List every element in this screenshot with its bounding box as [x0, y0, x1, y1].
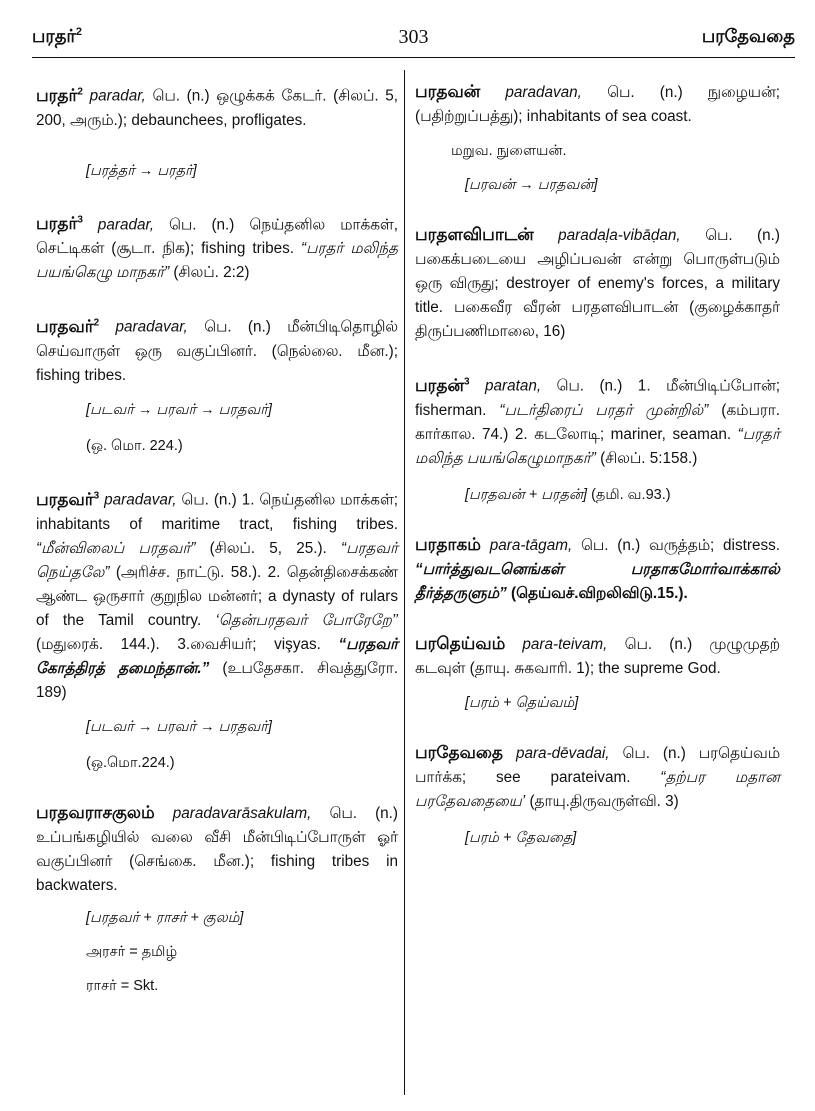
- quotation: “மீன்விலைப் பரதவர்”: [36, 539, 196, 557]
- definition: பெ. (n.) வருத்தம்; distress.: [580, 536, 780, 554]
- transliteration: para-tāgam,: [489, 536, 573, 554]
- quotation: “பரதர் மலிந்த பயங்கெழுமாநகர்”: [415, 425, 780, 467]
- quotation: ‘தென்பரதவர் போரேறே’’: [215, 611, 399, 629]
- definition: பெ. (n.) உப்பங்கழியில் வலை வீசி மீன்பிடிப்போருள் ஓர் வகுப்பினர் (செங்கை. மீன.); fishing tribes in backwaters.: [36, 804, 399, 894]
- headword: பரதளவிபாடன்: [415, 225, 534, 244]
- entry-para-tagam: [415, 533, 780, 606]
- etymology-note: ராசர் = Skt.: [86, 977, 159, 994]
- definition: பெ. (n.) பரதெய்வம் பார்க்க; see parateivam.: [415, 744, 781, 786]
- headword: பரதவராசகுலம்: [36, 802, 155, 822]
- transliteration: paradavar,: [104, 491, 177, 509]
- transliteration: paradavan,: [505, 84, 582, 101]
- headword: பரதவன்: [415, 82, 481, 101]
- entry-para-teivam: [415, 632, 780, 715]
- page-header: [32, 26, 795, 52]
- right-column: [415, 80, 780, 876]
- definition-part: பெ. (n.) 1. மீன்பிடிப்போன்; fisherman.: [415, 377, 780, 419]
- citation: (ஒ. மொ. 224.): [86, 437, 183, 454]
- headword: பரதர்$^2$: [36, 85, 83, 105]
- transliteration: paradar,: [89, 87, 146, 105]
- quotation: “பரதவர் நெய்தலே”: [36, 539, 398, 581]
- entry-paradavan: [415, 80, 780, 197]
- derivation: [படவர் → பரவர் → பரதவர்]: [86, 718, 272, 735]
- definition-part: (சிலப். 5, 25.).: [209, 539, 327, 557]
- running-head-right: பரதேவதை: [701, 26, 795, 46]
- derivation: [பரதவர் + ராசர் + குலம்]: [86, 909, 244, 926]
- derivation: [படவர் → பரவர் → பரதவர்]: [86, 401, 272, 418]
- quotation: “பார்த்துவடனெங்கள் பரதாகமோர்வாக்கால் தீர்த்தருளும்”: [415, 560, 780, 602]
- definition: பெ. (n.) மீன்பிடிதொழில் செய்வாருள் ஒரு வகுப்பினர். (நெல்லை. மீன.); fishing tribes.: [36, 318, 399, 384]
- transliteration: paradar,: [97, 216, 155, 234]
- quotation: “பரதர் மலிந்த பயங்கெழு மாநகர்”: [36, 240, 398, 282]
- transliteration: paratan,: [484, 377, 542, 395]
- quotation: “தற்பர மதான பரதேவதையை’: [415, 768, 780, 810]
- quotation: “படர்திரைப் பரதர் முன்றில்”: [499, 401, 709, 419]
- headword: பரதெய்வம்: [415, 633, 506, 653]
- header-rule: [32, 57, 795, 58]
- derivation: [பரம் + தேவதை]: [465, 829, 577, 846]
- left-column: [36, 80, 398, 1024]
- definition: பெ. (n.) ஒழுக்கக் கேடர். (சிலப். 5, 200, அரும்.); debaunchees, profligates.: [36, 87, 398, 129]
- headword: பரதாகம்: [415, 534, 481, 554]
- citation: (சிலப். 2:2): [173, 264, 250, 282]
- derivation-line: [பரதவன் + பரதன்] (தமி. வ.93.): [465, 486, 671, 503]
- derivation: [பரம் + தெய்வம்]: [465, 694, 579, 711]
- headword: பரதேவதை: [415, 742, 504, 762]
- entry-paradavar-2: [36, 311, 398, 458]
- headword: பரதன்$^3$: [415, 375, 470, 395]
- definition-part: (கம்பரா. கார்கால. 74.) 2. கடலோடி; mariner, seaman.: [415, 401, 781, 443]
- entry-paratan-3: [415, 370, 780, 507]
- variant: மறுவ. நுளையன்.: [451, 143, 567, 159]
- definition: பெ. (n.) முழுமுதற் கடவுள் (தாயு. சுகவாரி. 1); the supreme God.: [415, 635, 781, 677]
- citation: (தாயு.திருவருள்வி. 3): [529, 792, 679, 810]
- transliteration: paradavarāsakulam,: [172, 804, 312, 822]
- column-divider: [404, 70, 405, 1095]
- citation: (ஒ.மொ.224.): [86, 754, 175, 771]
- entry-para-devadai: [415, 741, 780, 850]
- derivation: [பரவன் → பரதவன்]: [465, 177, 598, 193]
- transliteration: para-dēvadai,: [515, 744, 610, 762]
- etymology-note: அரசர் = தமிழ்: [86, 943, 178, 960]
- definition-part: (அரிச்ச. நாட்டு. 58.). 2. தென்திசைக்கண் ஆண்ட ஒருசார் குறுநில மன்னர்; a dynasty of rulars of the Tamil country.: [36, 563, 398, 629]
- transliteration: paradavar,: [115, 318, 188, 336]
- definition: பெ. (n.) பகைக்படையை அழிப்பவன் என்று பொருள்படும் ஒரு விருது; destroyer of enemy's forces, a military title. பகைவீர வீரன் பரதளவிபாடன் (குழைக்காதர் திருப்பணிமாலை, 16): [415, 227, 780, 340]
- citation: (தெய்வச்.விறலிவிடு.15.).: [511, 584, 688, 602]
- transliteration: paradaḷa-vibāḍan,: [558, 227, 681, 244]
- definition: பெ. (n.) நுழையன்; (பதிற்றுப்பத்து); inhabitants of sea coast.: [415, 84, 780, 125]
- definition-part: (மதுரைக். 144.). 3.வைசியர்; vişyas.: [36, 635, 321, 653]
- entry-paradar-3: [36, 209, 398, 286]
- citation: (சிலப். 5:158.): [600, 449, 698, 467]
- definition-part: பெ. (n.) 1. நெய்தனில மாக்கள்; inhabitants of maritime tract, fishing tribes.: [36, 491, 399, 533]
- headword: பரதவர்$^2$: [36, 316, 100, 336]
- transliteration: para-teivam,: [522, 635, 608, 653]
- entry-paradavar-3: [36, 484, 398, 775]
- quotation: “பரதவர் கோத்திரத் தமைந்தான்.”: [36, 635, 398, 677]
- entry-paradavarasakulam: [36, 801, 398, 998]
- definition: பெ. (n.) நெய்தனில மாக்கள், செட்டிகள் (சூடா. நிக); fishing tribes.: [36, 216, 398, 258]
- citation: (உபதேசகா. சிவத்துரோ. 189): [36, 659, 399, 701]
- derivation: [பரத்தர் → பரதர்]: [86, 162, 197, 179]
- headword: பரதர்$^3$: [36, 214, 83, 234]
- headword: பரதவர்$^3$: [36, 489, 100, 509]
- entry-paradar-2: [36, 80, 398, 183]
- entry-paradala-vibadan: [415, 223, 780, 344]
- running-head-left: பரதர்$^2$: [32, 26, 82, 46]
- page-number: 303: [398, 26, 429, 48]
